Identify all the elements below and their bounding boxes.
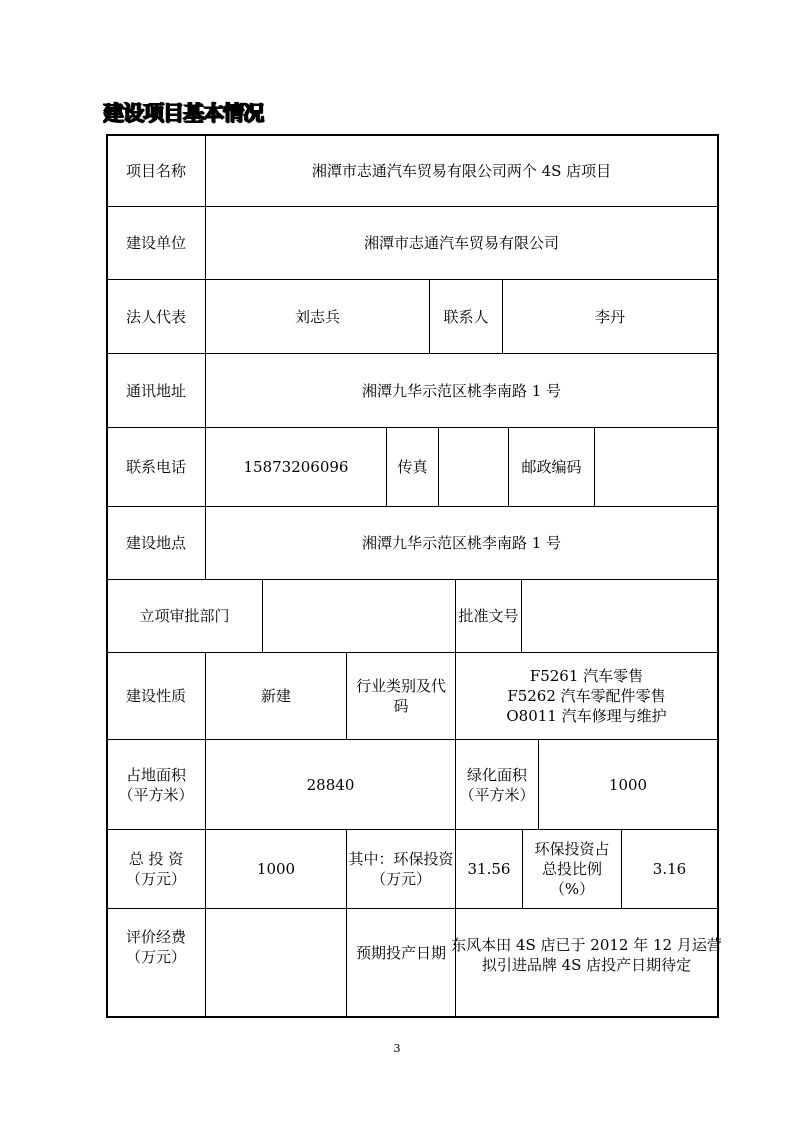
industry-code-3: O8011 汽车修理与维护 xyxy=(506,707,667,725)
env-unit: （万元） xyxy=(370,870,431,888)
area-label: 占地面积 xyxy=(125,765,186,784)
approval-doc-label: 批准文号 xyxy=(458,607,519,625)
industry-label: 行业类别及代码 xyxy=(355,677,446,715)
project-name-label: 项目名称 xyxy=(125,161,186,180)
date-label: 预期投产日期 xyxy=(355,944,446,962)
page-number: 3 xyxy=(393,1042,401,1055)
fax-label: 传真 xyxy=(397,458,428,476)
env-label-cell xyxy=(347,830,455,908)
investment-value: 1000 xyxy=(256,860,296,878)
ratio-unit: （%） xyxy=(549,880,595,898)
project-name-value: 湘潭市志通汽车贸易有限公司两个 4S 店项目 xyxy=(311,161,612,180)
site-label: 建设地点 xyxy=(125,534,186,552)
nature-value: 新建 xyxy=(260,687,291,705)
area-label-cell xyxy=(107,740,205,829)
phone-label: 联系电话 xyxy=(125,458,186,476)
address-value: 湘潭九华示范区桃李南路 1 号 xyxy=(361,381,562,400)
green-label: 绿化面积 xyxy=(466,765,527,784)
approval-label: 立项审批部门 xyxy=(139,607,230,625)
investment-unit: （万元） xyxy=(125,870,186,888)
green-unit: （平方米） xyxy=(459,785,535,804)
builder-label: 建设单位 xyxy=(125,234,186,252)
address-label: 通讯地址 xyxy=(125,381,186,400)
fee-label: 评价经费 xyxy=(125,928,186,946)
approval-value xyxy=(263,580,455,652)
industry-codes xyxy=(456,653,717,739)
ratio-value: 3.16 xyxy=(652,860,687,878)
date-value-line2: 拟引进品牌 4S 店投产日期待定 xyxy=(481,956,692,974)
postcode-value xyxy=(595,428,717,506)
green-value: 1000 xyxy=(608,775,648,794)
nature-label: 建设性质 xyxy=(125,687,186,705)
investment-label-cell xyxy=(107,830,205,908)
phone-value: 15873206096 xyxy=(243,458,349,476)
contact-label: 联系人 xyxy=(443,307,489,326)
industry-code-2: F5262 汽车零配件零售 xyxy=(507,687,666,705)
legal-rep-value: 刘志兵 xyxy=(294,307,340,326)
industry-code-1: F5261 汽车零售 xyxy=(529,667,644,685)
date-value-cell xyxy=(451,909,722,1017)
area-unit: （平方米） xyxy=(118,785,194,804)
site-value: 湘潭九华示范区桃李南路 1 号 xyxy=(361,534,562,552)
area-value: 28840 xyxy=(306,775,355,794)
approval-doc-value xyxy=(522,580,717,652)
builder-value: 湘潭市志通汽车贸易有限公司 xyxy=(363,234,559,252)
fee-label-cell xyxy=(107,909,205,1017)
ratio-label: 环保投资占总投比例 xyxy=(534,840,610,878)
fee-unit: （万元） xyxy=(125,948,186,966)
legal-rep-label: 法人代表 xyxy=(125,307,186,326)
ratio-label-cell xyxy=(523,830,621,908)
investment-label: 总 投 资 xyxy=(128,850,184,868)
contact-value: 李丹 xyxy=(594,307,625,326)
fee-value xyxy=(206,909,346,1017)
postcode-label: 邮政编码 xyxy=(521,458,582,476)
page-heading: 建设项目基本情况 xyxy=(103,101,263,125)
env-value: 31.56 xyxy=(467,860,511,878)
date-value-line1: 东风本田 4S 店已于 2012 年 12 月运营 xyxy=(451,936,722,954)
green-label-cell xyxy=(456,740,538,829)
env-label: 其中：环保投资 xyxy=(348,850,454,868)
fax-value xyxy=(439,428,508,506)
